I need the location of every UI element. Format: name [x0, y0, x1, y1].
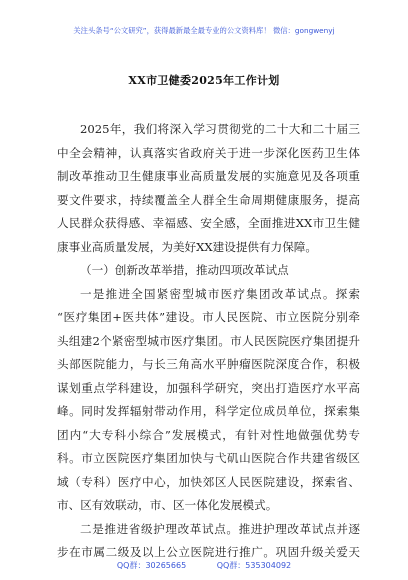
paragraph-line: 人民群众获得感、幸福感、安全感，全面推进XX市卫生健 — [57, 216, 360, 230]
paragraph-line: 2025年，我们将深入学习贯彻党的二十大和二十届三 — [80, 122, 360, 136]
footer — [0, 560, 408, 571]
paragraph-line: 一是推进全国紧密型城市医疗集团改革试点。探索 — [80, 286, 360, 301]
paragraph-line: 团内“大专科小综合”发展模式，有针对性地做强优势专 — [57, 427, 360, 442]
paragraph-line: 康事业高质量发展，为美好XX建设提供有力保障。 — [57, 239, 317, 254]
paragraph-line: 要文件要求，持续覆盖全人群全生命周期健康服务，提高 — [57, 192, 360, 207]
paragraph-line: 头组建2个紧密型城市医疗集团。市人民医院医疗集团提升 — [57, 333, 360, 348]
top-banner: 关注头条号“公文研究”，获得最新最全最专业的公文资料库！ 微信：gongwenyj — [73, 26, 335, 35]
paragraph-line: “医疗集团+医共体”建设。市人民医院、市立医院分别牵 — [57, 310, 360, 324]
paragraph-line: 峰。同时发挥辐射带动作用，科学定位成员单位，探索集 — [57, 404, 360, 418]
document-title: XX市卫健委2025年工作计划 — [128, 74, 280, 87]
section-heading: （一）创新改革举措，推动四项改革试点 — [80, 263, 289, 277]
paragraph-line: 头部医院能力，与长三角高水平肿瘤医院深度合作，积极 — [57, 357, 360, 371]
paragraph-line: 市、区有效联动，市、区一体化发展模式。 — [57, 498, 278, 512]
paragraph-line: 二是推进省级护理改革试点。推进护理改革试点并逐 — [80, 521, 360, 536]
footer-qq-group-2: QQ群：535304092 — [216, 561, 292, 570]
document-body — [57, 118, 360, 565]
paragraph-line: 制改革推动卫生健康事业高质量发展的实施意见及各项重 — [57, 169, 360, 183]
paragraph-line: 谋划重点学科建设，加强科学研究，突出打造医疗水平高 — [57, 380, 360, 395]
paragraph-line: 步在市属二级及以上公立医院进行推广。巩固升级关爱天 — [57, 545, 360, 559]
paragraph-line: 科。市立医院医疗集团加快与弋矶山医院合作共建省级区 — [57, 451, 360, 465]
paragraph-line: 中全会精神，认真落实省政府关于进一步深化医药卫生体 — [57, 145, 360, 160]
footer-qq-group-1: QQ群：30265665 — [116, 561, 187, 570]
paragraph-line: 域（专科）医疗中心，加快郊区人民医院建设，探索省、 — [57, 474, 360, 489]
